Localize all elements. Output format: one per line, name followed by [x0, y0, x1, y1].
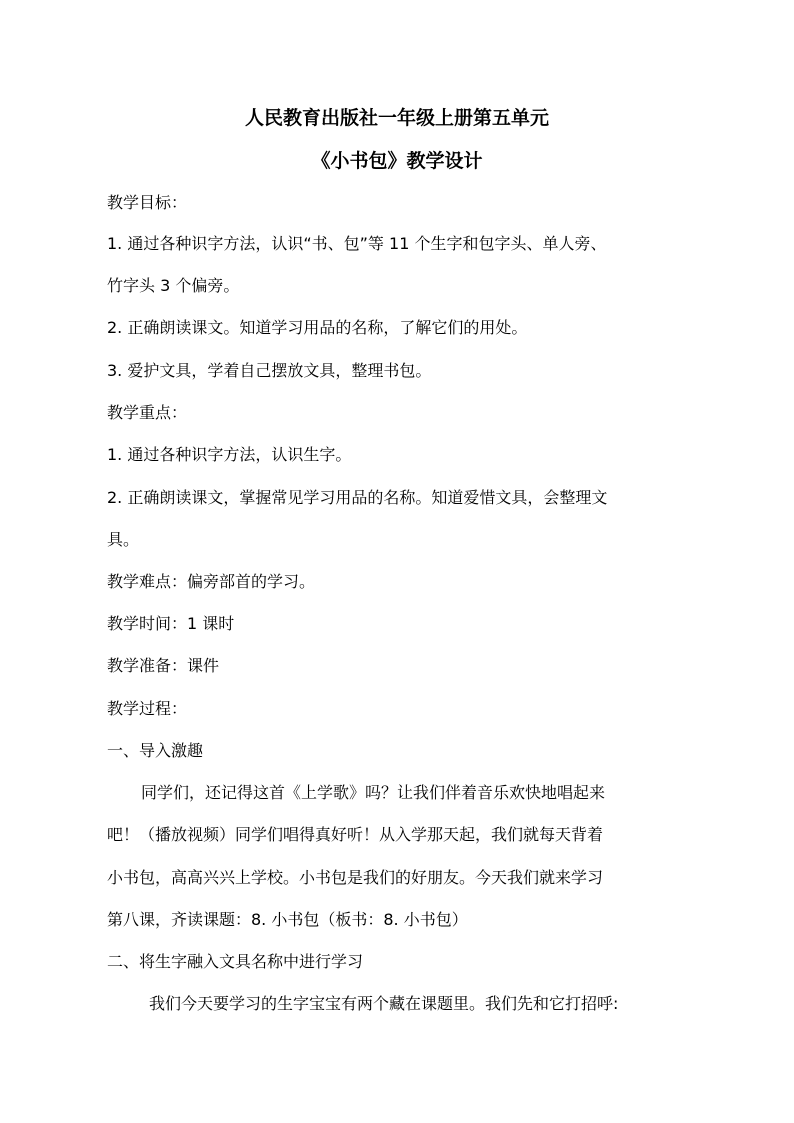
- difficulty-line: 教学难点：偏旁部首的学习。: [107, 572, 316, 591]
- preparation-line: 教学准备：课件: [107, 656, 220, 675]
- process-step-1-heading: 一、导入激趣: [107, 741, 204, 760]
- process-step-2-heading: 二、将生字融入文具名称中进行学习: [107, 952, 364, 971]
- section-heading-key-points: 教学重点：: [107, 403, 188, 422]
- paragraph-line-4: 第八课，齐读课题：8. 小书包（板书：8. 小书包）: [107, 910, 468, 929]
- paragraph-line-3: 小书包，高高兴兴上学校。小书包是我们的好朋友。今天我们就来学习: [107, 868, 604, 887]
- key-point-item-1: 1. 通过各种识字方法，认识生字。: [107, 445, 352, 464]
- key-point-item-2: 2. 正确朗读课文，掌握常见学习用品的名称。知道爱惜文具，会整理文: [107, 488, 608, 507]
- section-heading-process: 教学过程：: [107, 699, 188, 718]
- document-title-line-1: 人民教育出版社一年级上册第五单元: [244, 107, 549, 129]
- goal-item-1: 1. 通过各种识字方法，认识“书、包”等 11 个生字和包字头、单人旁、: [107, 234, 607, 253]
- section-heading-goals: 教学目标：: [107, 193, 188, 212]
- paragraph-line-2: 吧！（播放视频）同学们唱得真好听！从入学那天起，我们就每天背着: [107, 825, 604, 844]
- goal-item-1-continued: 竹字头 3 个偏旁。: [107, 276, 240, 295]
- goal-item-3: 3. 爱护文具，学着自己摆放文具，整理书包。: [107, 361, 432, 380]
- paragraph-2-line-1: 我们今天要学习的生字宝宝有两个藏在课题里。我们先和它打招呼:: [149, 994, 619, 1013]
- document-title-line-2: 《小书包》教学设计: [311, 150, 483, 172]
- goal-item-2: 2. 正确朗读课文。知道学习用品的名称，了解它们的用处。: [107, 318, 528, 337]
- time-line: 教学时间：1 课时: [107, 614, 235, 633]
- paragraph-line-1: 同学们，还记得这首《上学歌》吗？让我们伴着音乐欢快地唱起来: [141, 783, 606, 802]
- key-point-item-2-continued: 具。: [107, 530, 140, 549]
